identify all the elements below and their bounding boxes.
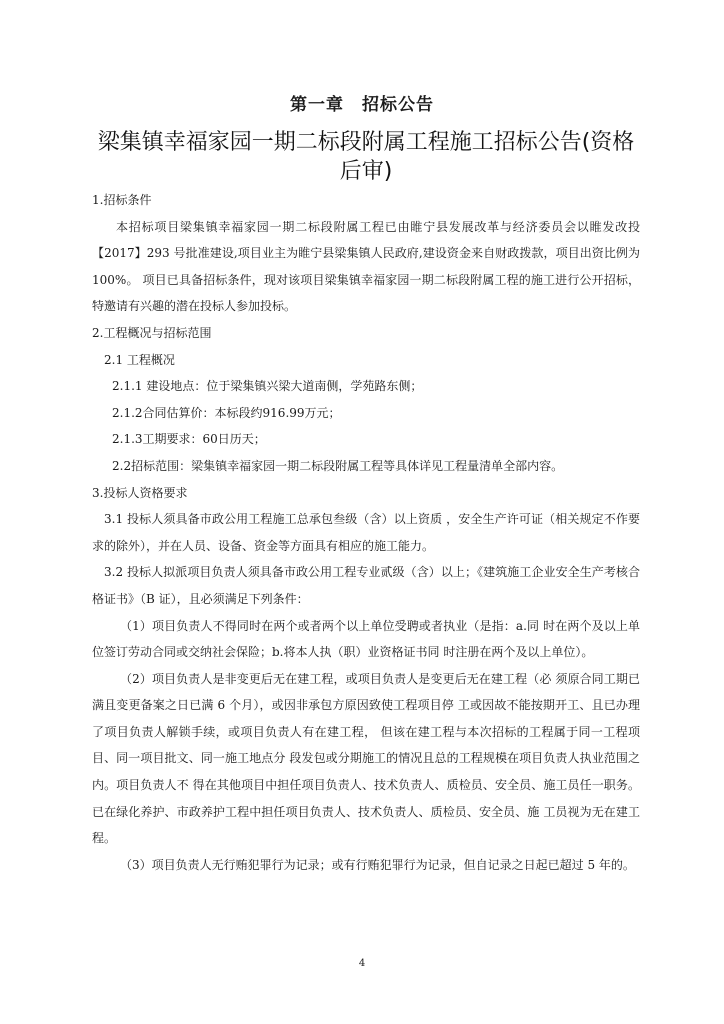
section-heading-1: 1.招标条件: [92, 193, 152, 207]
announcement-title: 梁集镇幸福家园一期二标段附属工程施工招标公告(资格后审): [97, 130, 635, 184]
condition-3: （3）项目负责人无行贿犯罪行为记录；或有行贿犯罪行为记录，但自记录之日起已超过 5 年的。: [120, 857, 635, 872]
section-heading-2: 2.工程概况与招标范围: [92, 325, 212, 340]
chapter-heading: 第一章 招标公告: [290, 95, 434, 115]
item-duration: 2.1.3工期要求：60日历天；: [112, 432, 266, 447]
item-bidding-scope: 2.2招标范围：梁集镇幸福家园一期二标段附属工程等具体详见工程量清单全部内容。: [112, 458, 564, 473]
condition-1: （1）项目负责人不得同时在两个或者两个以上单位受聘或者执业（是指：a.同 时在两个及以上单位签订劳动合同或交纳社会保险；b.将本人执（职）业资格证书同 时注册在两个及以上单位）。: [92, 618, 640, 660]
page-number: 4: [358, 958, 366, 969]
section-heading-3: 3.投标人资格要求: [92, 485, 188, 500]
item-location: 2.1.1 建设地点：位于梁集镇兴梁大道南侧，学苑路东侧；: [112, 379, 423, 394]
paragraph-bidding-conditions: 本招标项目梁集镇幸福家园一期二标段附属工程已由睢宁县发展改革与经济委员会以睢发改投【2017】293 号批准建设,项目业主为睢宁县梁集镇人民政府,建设资金来自财政拨款，项目出资比例为 100%。 项目已具备招标条件，现对该项目梁集镇幸福家园一期二标段附属工程的施工进行公开招标，特邀请有兴趣的潜在投标人参加投标。: [92, 219, 640, 314]
paragraph-qualification-3-1: 3.1 投标人须具备市政公用工程施工总承包叁级（含）以上资质 ，安全生产许可证（相关规定不作要求的除外），并在人员、设备、资金等方面具有相应的施工能力。: [92, 512, 640, 553]
document-body: [92, 187, 640, 878]
item-contract-price: 2.1.2合同估算价：本标段约916.99万元；: [112, 405, 341, 420]
subsection-heading-2-1: 2.1 工程概况: [104, 352, 175, 367]
condition-2: （2）项目负责人是非变更后无在建工程，或项目负责人是变更后无在建工程（必 须原合同工期已满且变更备案之日已满 6 个月），或因非承包方原因致使工程项目停 工或因故不能按期开工、且已办理了项目负责人解锁手续，或项目负责人有在建工程， 但该在建工程与本次招标的工程属于同一工程项目、同一项目批文、同一施工地点分 段发包或分期施工的情况且总的工程规模在项目负责人执业范围之内。项目负责人不 得在其他项目中担任项目负责人、技术负责人、质检员、安全员、施工员任一职务。 已在绿化养护、市政养护工程中担任项目负责人、技术负责人、质检员、安全员、施 工员视为无在建工程。: [92, 671, 640, 846]
paragraph-qualification-3-2: 3.2 投标人拟派项目负责人须具备市政公用工程专业贰级（含）以上；《建筑施工企业安全生产考核合格证书》（B 证），且必须满足下列条件：: [92, 565, 640, 606]
